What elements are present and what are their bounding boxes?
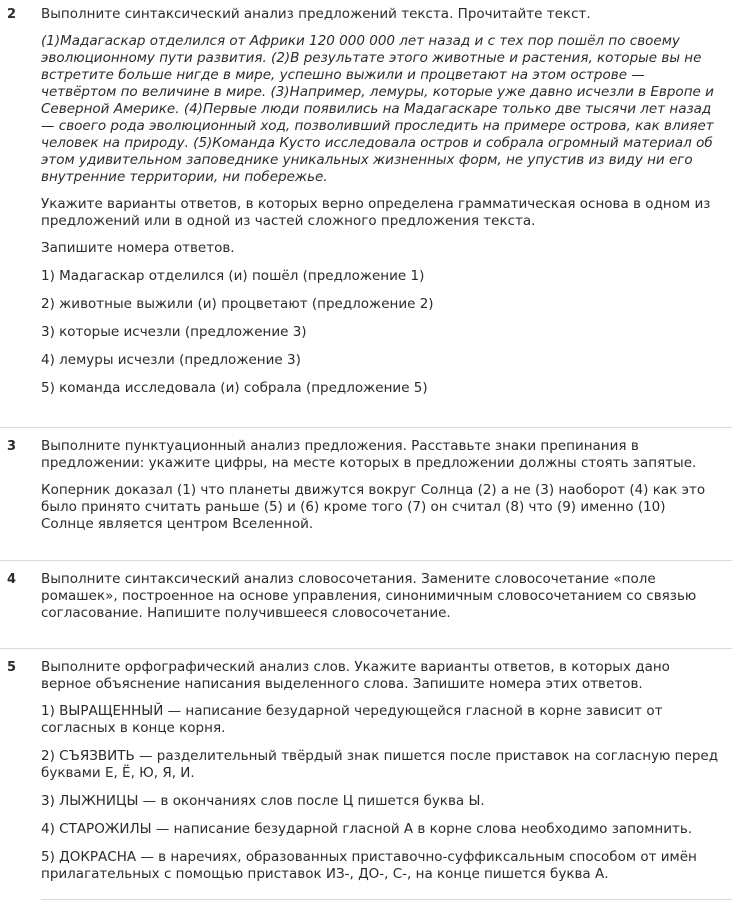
answer-option: 4) СТАРОЖИЛЫ — написание безударной гласной А в корне слова необходимо запомнить. xyxy=(41,821,693,837)
task-instruction: Выполните синтаксический анализ словосочетания. Замените словосочетание «поле ромашек», построенное на основе управления, синонимичным словосочетанием со связью согласование. Напишите получившееся словосочетание. xyxy=(41,571,697,621)
answer-option: 4) лемуры исчезли (предложение 3) xyxy=(41,352,301,368)
answer-option: 3) ЛЫЖНИЦЫ — в окончаниях слов после Ц пишется буква Ы. xyxy=(41,793,485,809)
divider xyxy=(41,899,732,900)
task-number: 3 xyxy=(7,439,17,454)
task-5 xyxy=(0,649,732,901)
task-instruction: Выполните орфографический анализ слов. Укажите варианты ответов, в которых дано верное объяснение написания выделенного слова. Запишите номера этих ответов. xyxy=(41,659,670,692)
task-instruction: Выполните синтаксический анализ предложений текста. Прочитайте текст. xyxy=(41,6,591,22)
answer-option: 2) животные выжили (и) процветают (предложение 2) xyxy=(41,296,434,312)
answer-option: 2) СЪЯЗВИТЬ — разделительный твёрдый знак пишется после приставок на согласную перед буквами Е, Ё, Ю, Я, И. xyxy=(41,748,719,781)
answer-prompt: Запишите номера ответов. xyxy=(41,240,235,256)
task-3 xyxy=(0,428,732,561)
answer-option: 3) которые исчезли (предложение 3) xyxy=(41,324,307,340)
answer-option: 1) ВЫРАЩЕННЫЙ — написание безударной чередующейся гласной в корне зависит от согласных в конце корня. xyxy=(41,703,663,736)
task-4 xyxy=(0,561,732,649)
reading-text: (1)Мадагаскар отделился от Африки 120 000 000 лет назад и с тех пор пошёл по своему эволюционному пути развития. (2)В результате этого животные и растения, которые вы не встретите больше нигде в мире, успешно выжили и процветают на этом острове — четвёртом по величине в мире. (3)Например, лемуры, которые уже давно исчезли в Европе и Северной Америке. (4)Первые люди появились на Мадагаскаре только две тысячи лет назад — своего рода эволюционный ход, позволивший проследить на примере острова, как влияет человек на природу. (5)Команда Кусто исследовала остров и собрала огромный материал об этом удивительном заповеднике уникальных жизненных форм, не упустив из виду ни его внутренние территории, ни побережье. xyxy=(41,33,714,185)
task-question: Укажите варианты ответов, в которых верно определена грамматическая основа в одном из предложений или в одной из частей сложного предложения текста. xyxy=(41,196,711,229)
answer-option: 1) Мадагаскар отделился (и) пошёл (предложение 1) xyxy=(41,268,425,284)
task-number: 2 xyxy=(7,7,17,22)
answer-option: 5) команда исследовала (и) собрала (предложение 5) xyxy=(41,380,428,396)
task-instruction: Выполните пунктуационный анализ предложения. Расставьте знаки препинания в предложении: укажите цифры, на месте которых в предложении должны стоять запятые. xyxy=(41,438,697,471)
task-number: 5 xyxy=(7,660,17,675)
task-number: 4 xyxy=(7,572,17,587)
answer-option: 5) ДОКРАСНА — в наречиях, образованных приставочно-суффиксальным способом от имён прилагательных с помощью приставок ИЗ-, ДО-, С-, на конце пишется буква А. xyxy=(41,849,697,882)
task-sentence: Коперник доказал (1) что планеты движутся вокруг Солнца (2) а не (3) наоборот (4) как это было принято считать раньше (5) и (6) кроме того (7) он считал (8) что (9) именно (10) Солнце является центром Вселенной. xyxy=(41,482,706,532)
task-2 xyxy=(0,0,732,428)
